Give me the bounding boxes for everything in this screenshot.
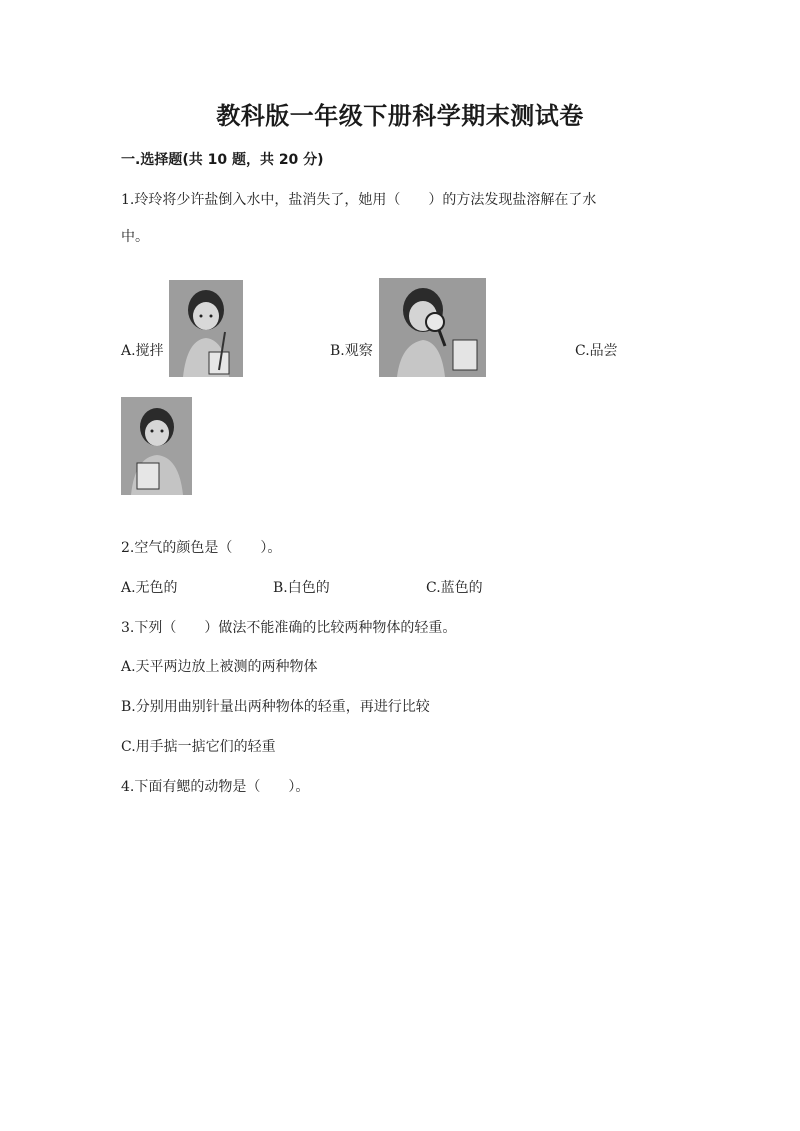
question-1-option-a: A.搅拌 <box>121 343 164 359</box>
girl-tasting-picture <box>121 397 192 495</box>
section-heading: 一.选择题(共 10 题，共 20 分) <box>121 152 324 168</box>
girl-magnifying-glass-picture <box>379 278 486 377</box>
question-1-option-c: C.品尝 <box>575 343 618 359</box>
question-1-text-line2: 中。 <box>121 229 149 245</box>
question-3-option-b: B.分别用曲别针量出两种物体的轻重，再进行比较 <box>121 699 430 715</box>
girl-stirring-picture <box>169 280 243 377</box>
question-1-option-b: B.观察 <box>330 343 373 359</box>
question-3-option-c: C.用手掂一掂它们的轻重 <box>121 739 276 755</box>
question-1-text-line1: 1.玲玲将少许盐倒入水中，盐消失了，她用（ ）的方法发现盐溶解在了水 <box>121 192 597 208</box>
question-4-text: 4.下面有鳃的动物是（ ）。 <box>121 779 310 795</box>
question-2-option-a: A.无色的 <box>121 580 178 596</box>
question-3-text: 3.下列（ ）做法不能准确的比较两种物体的轻重。 <box>121 620 457 636</box>
question-2-option-c: C.蓝色的 <box>426 580 483 596</box>
question-2-option-b: B.白色的 <box>273 580 330 596</box>
page-title: 教科版一年级下册科学期末测试卷 <box>216 102 584 130</box>
question-3-option-a: A.天平两边放上被测的两种物体 <box>121 659 318 675</box>
question-2-text: 2.空气的颜色是（ ）。 <box>121 540 282 556</box>
